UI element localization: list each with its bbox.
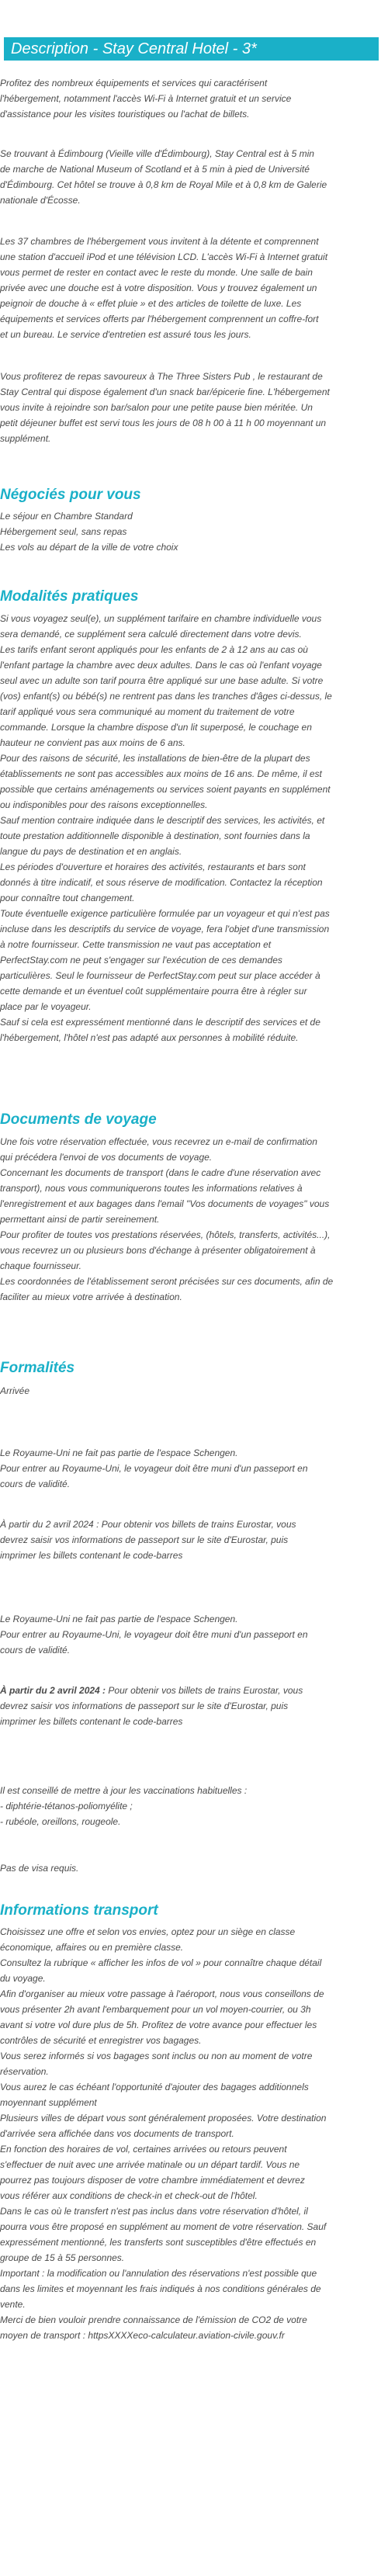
- text-line: vous invite à rejoindre son bar/salon pour une petite pause bien méritée. Un: [0, 402, 313, 413]
- text-line: transport), nous vous communiquerons toutes les informations relatives à: [0, 1183, 303, 1194]
- text-line: d'assistance pour les visites touristiques ou l'achat de billets.: [0, 109, 250, 120]
- text-line: Plusieurs villes de départ vous sont généralement proposées. Votre destination: [0, 2113, 327, 2124]
- text-line: avant si votre vol dure plus de 5h. Profitez de votre avance pour effectuer les: [0, 2020, 317, 2030]
- eurostar-block-1: [0, 1517, 388, 1563]
- text-line: Pas de visa requis.: [0, 1863, 79, 1874]
- text-line: Toute éventuelle exigence particulière formulée par un voyageur et qui n'est pas: [0, 908, 330, 919]
- text-line: économique, affaires ou en première classe.: [0, 1942, 184, 1953]
- list-item: Les vols au départ de la ville de votre choix: [0, 542, 178, 553]
- intro-paragraph-1: [0, 75, 388, 122]
- text-line: établissements ne sont pas accessibles aux moins de 16 ans. De même, il est: [0, 768, 322, 779]
- text-line: d'arrivée sera affichée dans vos documents de transport.: [0, 2128, 234, 2139]
- documents-text: [0, 1134, 388, 1305]
- intro-paragraph-3: [0, 234, 388, 342]
- visa-note: [0, 1860, 388, 1876]
- text-line: de marche de National Museum of Scotland et à 5 min à pied de Université: [0, 164, 310, 175]
- text-line: l'hébergement, notamment l'accès Wi-Fi à Internet gratuit et un service: [0, 93, 292, 104]
- text-line: toute prestation additionnelle disponible à destination, sont fournies dans la: [0, 830, 310, 841]
- section-heading-documents: Documents de voyage: [0, 1111, 157, 1128]
- text-line: À partir du 2 avril 2024 : Pour obtenir vos billets de trains Eurostar, vous: [0, 1519, 296, 1530]
- text-line: l'enregistrement et aux bagages dans l'email "Vos documents de voyages" vous: [0, 1198, 330, 1209]
- text-line: s'effectuer de nuit avec une arrivée matinale ou un départ tardif. Vous ne: [0, 2159, 300, 2170]
- text-line: pourrez pas toujours disposer de votre chambre immédiatement et devrez: [0, 2175, 305, 2186]
- formalites-subheading: [0, 1383, 388, 1399]
- section-heading-transport: Informations transport: [0, 1902, 158, 1919]
- transport-text: [0, 1924, 388, 2343]
- text-line: peignoir de douche à « effet pluie » et des articles de toilette de luxe. Les: [0, 298, 302, 309]
- text-line: Vous profiterez de repas savoureux à The Three Sisters Pub , le restaurant de: [0, 371, 323, 382]
- text-line: Pour profiter de toutes vos prestations réservées, (hôtels, transferts, activités...),: [0, 1229, 331, 1240]
- text-line: imprimer les billets contenant le code-barres: [0, 1716, 183, 1727]
- text-line: vous présenter 2h avant l'embarquement pour un vol moyen-courrier, ou 3h: [0, 2004, 311, 2015]
- text-line: Une fois votre réservation effectuée, vous recevrez un e-mail de confirmation: [0, 1136, 317, 1147]
- text-line: dans les limites et moyennant les frais indiqués à nos conditions générales de: [0, 2283, 321, 2294]
- list-item: Hébergement seul, sans repas: [0, 526, 127, 537]
- text-line: devrez saisir vos informations de passeport sur le site d'Eurostar, puis: [0, 1534, 289, 1545]
- uk-schengen-block-2: [0, 1611, 388, 1658]
- text-line: contrôles de sécurité et enregistrer vos bagages.: [0, 2035, 202, 2046]
- text-line: ou indisponibles pour des raisons exceptionnelles.: [0, 799, 208, 810]
- text-line: à notre fournisseur. Cette transmission ne vaut pas acceptation et: [0, 939, 272, 950]
- text-line: Les périodes d'ouverture et horaires des activités, restaurants et bars sont: [0, 862, 306, 872]
- text-line: Pour entrer au Royaume-Uni, le voyageur doit être muni d'un passeport en: [0, 1629, 308, 1640]
- text-line: chaque fournisseur.: [0, 1260, 81, 1271]
- text-line: Concernant les documents de transport (dans le cadre d'une réservation avec: [0, 1167, 321, 1178]
- subheading-arrivee: Arrivée: [0, 1385, 30, 1396]
- text-line: seul avec un adulte son tarif pourra être appliqué sur une base adulte. Si votre: [0, 675, 324, 686]
- text-line: pourra vous être proposé en supplément au moment de votre réservation. Sauf: [0, 2221, 327, 2232]
- text-line: possible que certains aménagements ou services soient payants en supplément: [0, 784, 331, 795]
- text-line: commande. Lorsque la chambre dispose d'un lit superposé, le couchage en: [0, 722, 312, 733]
- eurostar-block-2: [0, 1683, 388, 1729]
- section-heading-formalites: Formalités: [0, 1360, 75, 1376]
- text-line: Merci de bien vouloir prendre connaissance de l'émission de CO2 de votre: [0, 2314, 307, 2325]
- text-line: pour connaître tout changement.: [0, 893, 135, 903]
- text-line: place par le voyageur.: [0, 1001, 92, 1012]
- text-fragment: Pour obtenir vos billets de trains Eurostar, vous: [106, 1685, 303, 1696]
- text-line: Vous aurez le cas échéant l'opportunité d'ajouter des bagages additionnels: [0, 2082, 309, 2092]
- text-line: Important : la modification ou l'annulation des réservations n'est possible que: [0, 2268, 317, 2279]
- text-line: nationale d'Écosse.: [0, 195, 81, 206]
- modalites-text: [0, 611, 388, 1045]
- text-line: Pour entrer au Royaume-Uni, le voyageur doit être muni d'un passeport en: [0, 1463, 308, 1474]
- text-line: Afin d'organiser au mieux votre passage à l'aéroport, nous vous conseillons de: [0, 1988, 324, 1999]
- uk-schengen-block-1: [0, 1445, 388, 1492]
- text-line: Consultez la rubrique « afficher les infos de vol » pour connaître chaque détail: [0, 1957, 322, 1968]
- text-line: [0, 1683, 388, 1698]
- list-item: Le séjour en Chambre Standard: [0, 511, 133, 522]
- vaccinations-block: [0, 1783, 388, 1829]
- text-line: moyen de transport : httpsXXXXeco-calculateur.aviation-civile.gouv.fr: [0, 2330, 285, 2341]
- text-line: vous permet de rester en contact avec le reste du monde. Une salle de bain: [0, 267, 313, 278]
- text-line: l'hébergement, l'hôtel n'est pas adapté aux personnes à mobilité réduite.: [0, 1032, 299, 1043]
- text-line: Stay Central qui dispose également d'un snack bar/épicerie fine. L'hébergement: [0, 387, 330, 397]
- text-line: Vous serez informés si vos bagages sont inclus ou non au moment de votre: [0, 2051, 313, 2061]
- text-line: donnés à titre indicatif, et sous réserve de modification. Contactez la réception: [0, 877, 323, 888]
- section-heading-negocies: Négociés pour vous: [0, 487, 141, 503]
- text-line: imprimer les billets contenant le code-barres: [0, 1550, 183, 1561]
- text-line: vous recevrez un ou plusieurs bons d'échange à présenter obligatoirement à: [0, 1245, 316, 1256]
- text-line: groupe de 15 à 55 personnes.: [0, 2252, 125, 2263]
- text-line: Choisissez une offre et selon vos envies, optez pour un siège en classe: [0, 1926, 296, 1937]
- text-line: cours de validité.: [0, 1645, 71, 1656]
- text-line: équipements et services offerts par l'hébergement comprennent un coffre-fort: [0, 314, 319, 324]
- text-line: Les 37 chambres de l'hébergement vous invitent à la détente et comprennent: [0, 236, 319, 247]
- text-line: faciliter au mieux votre arrivée à destination.: [0, 1291, 182, 1302]
- text-line: cette demande et un éventuel coût supplémentaire pourra être à régler sur: [0, 986, 307, 997]
- text-line: Si vous voyagez seul(e), un supplément tarifaire en chambre individuelle vous: [0, 613, 322, 624]
- text-line: Profitez des nombreux équipements et services qui caractérisent: [0, 78, 268, 88]
- text-line: devrez saisir vos informations de passeport sur le site d'Eurostar, puis: [0, 1701, 289, 1711]
- text-line: Sauf mention contraire indiquée dans le descriptif des services, les activités, et: [0, 815, 325, 826]
- text-line: tarif appliqué vous sera communiqué au moment du traitement de votre: [0, 706, 295, 717]
- list-item: - rubéole, oreillons, rougeole.: [0, 1816, 121, 1827]
- text-line: expressément mentionné, les transferts sont susceptibles d'être effectués en: [0, 2237, 317, 2248]
- section-heading-modalites: Modalités pratiques: [0, 588, 139, 605]
- text-line: d'Édimbourg. Cet hôtel se trouve à 0,8 km de Royal Mile et à 0,8 km de Galerie: [0, 179, 327, 190]
- text-line: petit déjeuner buffet est servi tous les jours de 08 h 00 à 11 h 00 moyennant un: [0, 418, 327, 428]
- eurostar-date-label: À partir du 2 avril 2024 :: [0, 1685, 106, 1696]
- text-line: vente.: [0, 2299, 26, 2310]
- text-line: l'enfant partage la chambre avec deux adultes. Dans le cas où l'enfant voyage: [0, 660, 322, 671]
- text-line: et un bureau. Le service d'entretien est assuré tous les jours.: [0, 329, 251, 340]
- text-line: Sauf si cela est expressément mentionné dans le descriptif des services et de: [0, 1017, 320, 1028]
- negocies-list: [0, 508, 388, 555]
- text-line: langue du pays de destination et en anglais.: [0, 846, 182, 857]
- text-line: Se trouvant à Édimbourg (Vieille ville d'Édimbourg), Stay Central est à 5 min: [0, 148, 314, 159]
- text-line: (vos) enfant(s) ou bébé(s) ne rentrent pas dans les tranches d'âges ci-dessus, le: [0, 691, 332, 702]
- text-line: Dans le cas où le transfert n'est pas inclus dans votre réservation d'hôtel, il: [0, 2206, 308, 2217]
- text-line: Les coordonnées de l'établissement seront précisées sur ces documents, afin de: [0, 1276, 334, 1287]
- text-line: PerfectStay.com ne peut s'engager sur l'exécution de ces demandes: [0, 955, 282, 966]
- text-line: hauteur ne convient pas aux moins de 6 ans.: [0, 737, 185, 748]
- text-line: Le Royaume-Uni ne fait pas partie de l'espace Schengen.: [0, 1447, 238, 1458]
- text-line: Le Royaume-Uni ne fait pas partie de l'espace Schengen.: [0, 1614, 238, 1624]
- list-item: - diphtérie-tétanos-poliomyélite ;: [0, 1801, 133, 1812]
- text-line: réservation.: [0, 2066, 49, 2077]
- intro-paragraph-4: [0, 369, 388, 446]
- text-line: moyennant supplément: [0, 2097, 97, 2108]
- text-line: incluse dans les descriptifs du service de voyage, fera l'objet d'une transmission: [0, 924, 330, 934]
- text-line: vous référer aux conditions de check-in et check-out de l'hôtel.: [0, 2190, 258, 2201]
- text-line: qui précédera l'envoi de vos documents de voyage.: [0, 1152, 213, 1163]
- text-line: une station d'accueil iPod et une télévision LCD. L'accès Wi-Fi à Internet gratuit: [0, 251, 328, 262]
- text-line: particulières. Seul le fournisseur de PerfectStay.com peut sur place accéder à: [0, 970, 320, 981]
- text-line: Pour des raisons de sécurité, les installations de bien-être de la plupart des: [0, 753, 310, 764]
- text-line: Les tarifs enfant seront appliqués pour les enfants de 2 à 12 ans au cas où: [0, 644, 308, 655]
- text-line: Il est conseillé de mettre à jour les vaccinations habituelles :: [0, 1785, 248, 1796]
- text-line: cours de validité.: [0, 1479, 71, 1489]
- intro-paragraph-2: [0, 146, 388, 208]
- text-line: du voyage.: [0, 1973, 46, 1984]
- text-line: sera demandé, ce supplément sera calculé directement dans votre devis.: [0, 629, 302, 640]
- text-line: privée avec une douche est à votre disposition. Vous y trouvez également un: [0, 283, 317, 293]
- text-line: En fonction des horaires de vol, certaines arrivées ou retours peuvent: [0, 2144, 287, 2155]
- page-title: Description - Stay Central Hotel - 3*: [4, 37, 379, 61]
- text-line: supplément.: [0, 433, 51, 444]
- text-line: permettant ainsi de partir sereinement.: [0, 1214, 160, 1225]
